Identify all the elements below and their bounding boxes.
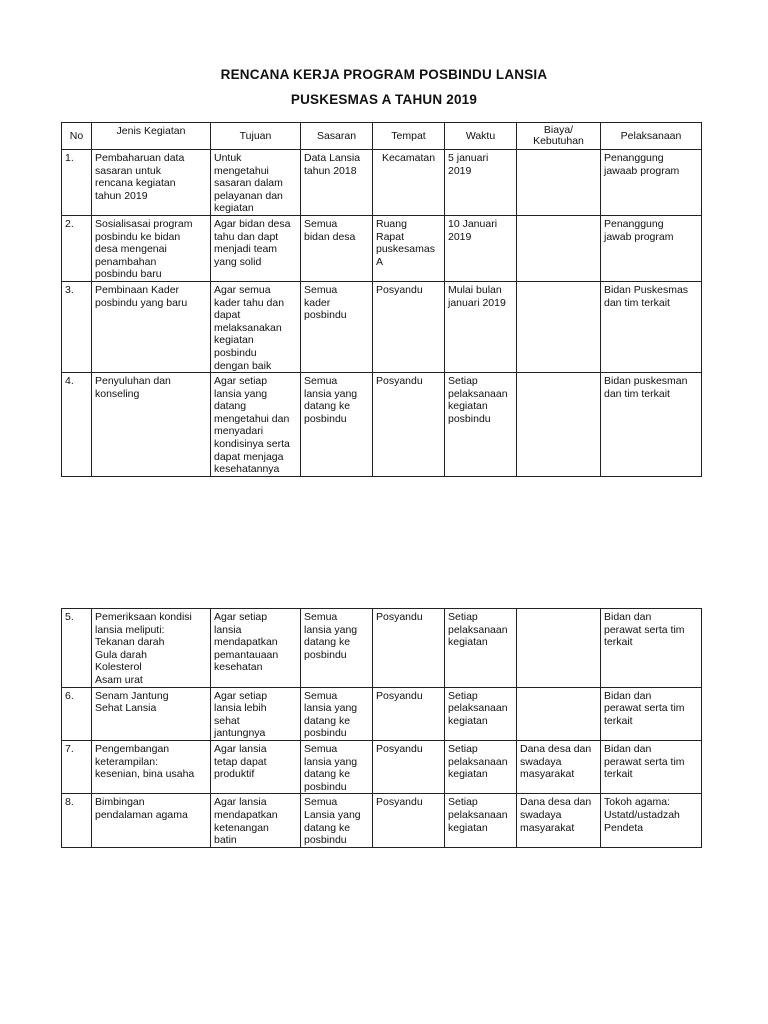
cell-tempat: Posyandu <box>373 740 445 793</box>
table-row <box>62 794 702 847</box>
cell-tujuan: Agar setiap lansia mendapatkan pemantauaan kesehatan <box>211 609 301 688</box>
cell-pelaksanaan: Bidan dan perawat serta tim terkait <box>601 740 702 793</box>
cell-jenis-kegiatan: Pengembangan keterampilan: kesenian, bina usaha <box>92 740 211 793</box>
work-plan-table-page-1 <box>61 122 702 477</box>
cell-no: 6. <box>62 687 92 740</box>
cell-jenis-kegiatan: Pembaharuan data sasaran untuk rencana kegiatan tahun 2019 <box>92 150 211 216</box>
cell-sasaran: Semua lansia yang datang ke posbindu <box>301 609 373 688</box>
cell-sasaran: Semua lansia yang datang ke posbindu <box>301 740 373 793</box>
cell-tempat: Posyandu <box>373 687 445 740</box>
cell-sasaran: Data Lansia tahun 2018 <box>301 150 373 216</box>
header-no: No <box>62 123 92 150</box>
work-plan-table-page-2 <box>61 608 702 848</box>
cell-pelaksanaan: Tokoh agama: Ustatd/ustadzah Pendeta <box>601 794 702 847</box>
header-biaya-kebutuhan: Biaya/ Kebutuhan <box>517 123 601 150</box>
cell-sasaran: Semua Lansia yang datang ke posbindu <box>301 794 373 847</box>
table-row <box>62 687 702 740</box>
cell-waktu: Setiap pelaksanaan kegiatan <box>445 687 517 740</box>
cell-waktu: 5 januari 2019 <box>445 150 517 216</box>
cell-tujuan: Agar lansia mendapatkan ketenangan batin <box>211 794 301 847</box>
table-row <box>62 281 702 372</box>
cell-no: 1. <box>62 150 92 216</box>
cell-tempat: Posyandu <box>373 373 445 477</box>
cell-pelaksanaan: Penanggung jawab program <box>601 215 702 281</box>
cell-pelaksanaan: Bidan dan perawat serta tim terkait <box>601 609 702 688</box>
table-row <box>62 215 702 281</box>
cell-tempat: Posyandu <box>373 609 445 688</box>
cell-biaya <box>517 609 601 688</box>
cell-no: 2. <box>62 215 92 281</box>
cell-pelaksanaan: Bidan dan perawat serta tim terkait <box>601 687 702 740</box>
cell-waktu: Setiap pelaksanaan kegiatan <box>445 740 517 793</box>
cell-biaya <box>517 281 601 372</box>
cell-waktu: Setiap pelaksanaan kegiatan <box>445 794 517 847</box>
cell-no: 8. <box>62 794 92 847</box>
cell-waktu: Setiap pelaksanaan kegiatan <box>445 609 517 688</box>
cell-jenis-kegiatan: Pembinaan Kader posbindu yang baru <box>92 281 211 372</box>
header-tujuan: Tujuan <box>211 123 301 150</box>
header-jenis-kegiatan: Jenis Kegiatan <box>92 123 211 150</box>
cell-tempat: Posyandu <box>373 281 445 372</box>
cell-sasaran: Semua kader posbindu <box>301 281 373 372</box>
cell-no: 5. <box>62 609 92 688</box>
cell-tujuan: Agar semua kader tahu dan dapat melaksanakan kegiatan posbindu dengan baik <box>211 281 301 372</box>
header-tempat: Tempat <box>373 123 445 150</box>
cell-waktu: Mulai bulan januari 2019 <box>445 281 517 372</box>
cell-pelaksanaan: Bidan puskesman dan tim terkait <box>601 373 702 477</box>
cell-biaya: Dana desa dan swadaya masyarakat <box>517 740 601 793</box>
cell-tujuan: Agar setiap lansia lebih sehat jantungnya <box>211 687 301 740</box>
cell-tujuan: Agar lansia tetap dapat produktif <box>211 740 301 793</box>
cell-biaya <box>517 373 601 477</box>
cell-tujuan: Agar setiap lansia yang datang mengetahui dan menyadari kondisinya serta dapat menjaga kesehatannya <box>211 373 301 477</box>
cell-pelaksanaan: Penanggung jawaab program <box>601 150 702 216</box>
table-row <box>62 609 702 688</box>
header-waktu: Waktu <box>445 123 517 150</box>
cell-tempat: Ruang Rapat puskesamas A <box>373 215 445 281</box>
cell-no: 3. <box>62 281 92 372</box>
document-subtitle: PUSKESMAS A TAHUN 2019 <box>290 92 478 107</box>
cell-sasaran: Semua bidan desa <box>301 215 373 281</box>
cell-waktu: 10 Januari 2019 <box>445 215 517 281</box>
cell-tujuan: Agar bidan desa tahu dan dapt menjadi team yang solid <box>211 215 301 281</box>
cell-pelaksanaan: Bidan Puskesmas dan tim terkait <box>601 281 702 372</box>
cell-sasaran: Semua lansia yang datang ke posbindu <box>301 687 373 740</box>
cell-jenis-kegiatan: Senam Jantung Sehat Lansia <box>92 687 211 740</box>
document-title: RENCANA KERJA PROGRAM POSBINDU LANSIA <box>220 67 548 82</box>
table-row <box>62 740 702 793</box>
cell-biaya <box>517 215 601 281</box>
cell-jenis-kegiatan: Bimbingan pendalaman agama <box>92 794 211 847</box>
cell-jenis-kegiatan: Pemeriksaan kondisi lansia meliputi: Tekanan darah Gula darah Kolesterol Asam urat <box>92 609 211 688</box>
header-sasaran: Sasaran <box>301 123 373 150</box>
table-row <box>62 373 702 477</box>
cell-biaya <box>517 150 601 216</box>
cell-no: 4. <box>62 373 92 477</box>
cell-no: 7. <box>62 740 92 793</box>
header-pelaksanaan: Pelaksanaan <box>601 123 702 150</box>
table-row <box>62 150 702 216</box>
cell-sasaran: Semua lansia yang datang ke posbindu <box>301 373 373 477</box>
cell-tempat: Kecamatan <box>373 150 445 216</box>
cell-jenis-kegiatan: Penyuluhan dan konseling <box>92 373 211 477</box>
cell-waktu: Setiap pelaksanaan kegiatan posbindu <box>445 373 517 477</box>
cell-biaya: Dana desa dan swadaya masyarakat <box>517 794 601 847</box>
cell-tujuan: Untuk mengetahui sasaran dalam pelayanan dan kegiatan <box>211 150 301 216</box>
table-header-row <box>62 123 702 150</box>
cell-jenis-kegiatan: Sosialisasai program posbindu ke bidan desa mengenai penambahan posbindu baru <box>92 215 211 281</box>
cell-tempat: Posyandu <box>373 794 445 847</box>
cell-biaya <box>517 687 601 740</box>
